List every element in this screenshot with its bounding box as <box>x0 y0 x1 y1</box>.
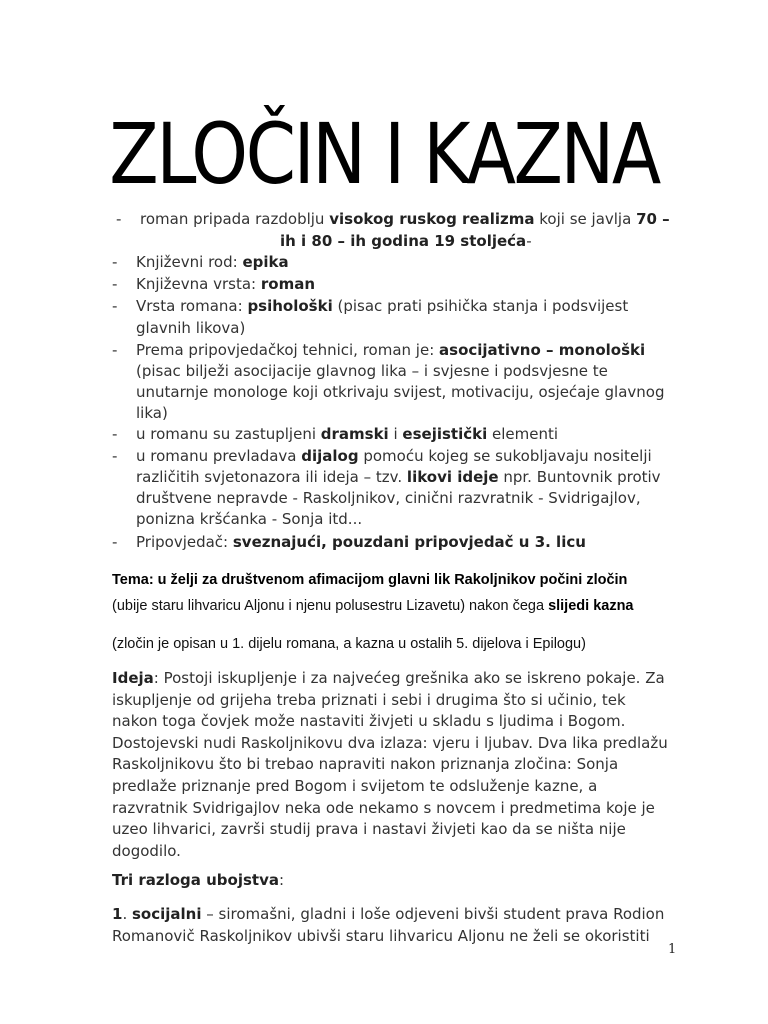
bullet-text: npr. Buntovnik protiv <box>498 468 661 486</box>
bullet-value: psihološki <box>247 297 333 315</box>
razlozi-heading <box>112 870 672 892</box>
tema-line-1 <box>112 570 627 590</box>
tema-text: : u želji za društvenom afimacijom glavni lik Rakoljnikov počini zločin <box>148 572 628 588</box>
tema-note: (zločin je opisan u 1. dijelu romana, a kazna u ostalih 5. dijelova i Epilogu) <box>112 636 586 652</box>
intro-dash: - <box>116 210 122 228</box>
ideja-line: uzeo lihvarici, završi studij prava i nastavi živjeti kao da se ništa nije <box>112 820 626 839</box>
bullet-pripovjedacka-tehnika <box>112 340 672 428</box>
ideja-line: Raskoljnikovu što bi trebao napraviti nakon priznanja zločina: Sonja <box>112 755 619 774</box>
intro-bold-years: 70 – <box>636 210 670 228</box>
bullet-dash: - <box>112 253 118 271</box>
bullet-value: roman <box>260 275 316 293</box>
intro-end-dash: - <box>526 232 532 250</box>
bullet-value: asocijativno – monološki <box>439 341 646 359</box>
intro-text-c: koji se javlja <box>534 210 637 228</box>
bullet-text-line-4: ponizna kršćanka - Sonja itd... <box>136 510 363 528</box>
bullet-dash: - <box>112 447 118 465</box>
bullet-text: pomoću kojeg se sukobljavaju nositelji <box>358 447 652 465</box>
bullet-bold-dramski: dramski <box>320 425 389 443</box>
ideja-label: Ideja <box>112 669 154 687</box>
intro-bold-realism: visokog ruskog realizma <box>329 210 535 228</box>
razlog-text: – siromašni, gladni i loše odjeveni bivši student prava Rodion <box>201 905 665 923</box>
bullet-label: u romanu prevladava <box>136 447 302 465</box>
tema-line-2 <box>112 596 634 616</box>
razlog-label: socijalni <box>131 905 202 923</box>
tema-label: Tema <box>112 572 149 588</box>
bullet-text-line-2: različitih svjetonazora ili ideja – tzv. <box>136 468 407 486</box>
tema-text: (ubije staru lihvaricu Aljonu i njenu polusestru Lizavetu) nakon čega <box>112 598 549 614</box>
razlozi-colon: : <box>279 871 285 889</box>
razlog-dot: . <box>122 905 132 923</box>
ideja-paragraph <box>112 668 672 862</box>
bullet-bold-esejisticki: esejistički <box>402 425 488 443</box>
bullet-text-line-4: lika) <box>136 404 168 422</box>
page-number: 1 <box>668 942 677 957</box>
bullet-bold-likovi-ideje: likovi ideje <box>406 468 499 486</box>
intro-text-a: roman pripada razdoblju <box>140 210 330 228</box>
bullet-label: Vrsta romana: <box>136 297 248 315</box>
razlog-number: 1 <box>112 905 123 923</box>
ideja-line: iskupljenje od grijeha treba priznati i sebi i drugima što si učinio, tek <box>112 690 626 709</box>
bullet-bold-dijalog: dijalog <box>301 447 359 465</box>
razlog-socijalni <box>112 904 672 947</box>
bullet-text-line-3: društvene nepravde - Raskoljnikov, cinični razvratnik - Svidrigajlov, <box>136 489 641 507</box>
tema-line-3 <box>112 634 586 654</box>
razlog-text-line-2: Romanovič Raskoljnikov ubivši staru lihvaricu Aljonu ne želi se okoristiti <box>112 926 650 945</box>
bullet-dash: - <box>112 533 118 551</box>
page-title: ZLOČIN I KAZNA <box>109 105 659 203</box>
bullet-text: i <box>388 425 403 443</box>
intro-line-2 <box>280 231 532 252</box>
bullet-dash: - <box>112 425 118 443</box>
bullet-text-line-2: glavnih likova) <box>136 319 246 337</box>
bullet-label: Prema pripovjedačkoj tehnici, roman je: <box>136 341 440 359</box>
bullet-label: Pripovjedač: <box>136 533 233 551</box>
bullet-vrsta-romana <box>112 296 672 340</box>
ideja-line: razvratnik Svidrigajlov neka ode nekamo s novcem i predmetima koje je <box>112 798 655 817</box>
ideja-line: predlaže priznanje pred Bogom i svijetom te odsluženje kazne, a <box>112 776 598 795</box>
razlozi-label: Tri razloga ubojstva <box>112 871 279 889</box>
bullet-dash: - <box>112 275 118 293</box>
bullet-dijalog <box>112 446 672 534</box>
bullet-label: Književna vrsta: <box>136 275 261 293</box>
ideja-line: : Postoji iskupljenje i za najvećeg grešnika ako se iskreno pokaje. Za <box>153 669 665 687</box>
ideja-line: dogodilo. <box>112 841 181 860</box>
bullet-dash: - <box>112 341 118 359</box>
bullet-dash: - <box>112 297 118 315</box>
intro-bold-century: ih i 80 – ih godina 19 stoljeća <box>280 232 527 250</box>
ideja-line: Dostojevski nudi Raskoljnikovu dva izlaza: vjeru i ljubav. Dva lika predlažu <box>112 733 668 752</box>
bullet-value: epika <box>242 253 289 271</box>
bullet-text-line-2: (pisac bilježi asocijacije glavnog lika – i svjesne i podsvjesne te <box>136 362 608 380</box>
ideja-line: nakon toga čovjek može nastaviti živjeti u skladu s ljudima i Bogom. <box>112 712 626 731</box>
bullet-label: u romanu su zastupljeni <box>136 425 321 443</box>
bullet-text: (pisac prati psihička stanja i podsvijest <box>332 297 629 315</box>
bullet-value: sveznajući, pouzdani pripovjedač u 3. licu <box>232 533 586 551</box>
bullet-text-line-3: unutarnje monologe koji otkrivaju svijest, motivaciju, osjećaje glavnog <box>136 383 665 401</box>
tema-bold-kazna: slijedi kazna <box>548 598 634 614</box>
bullet-label: Književni rod: <box>136 253 243 271</box>
bullet-text: elementi <box>487 425 559 443</box>
